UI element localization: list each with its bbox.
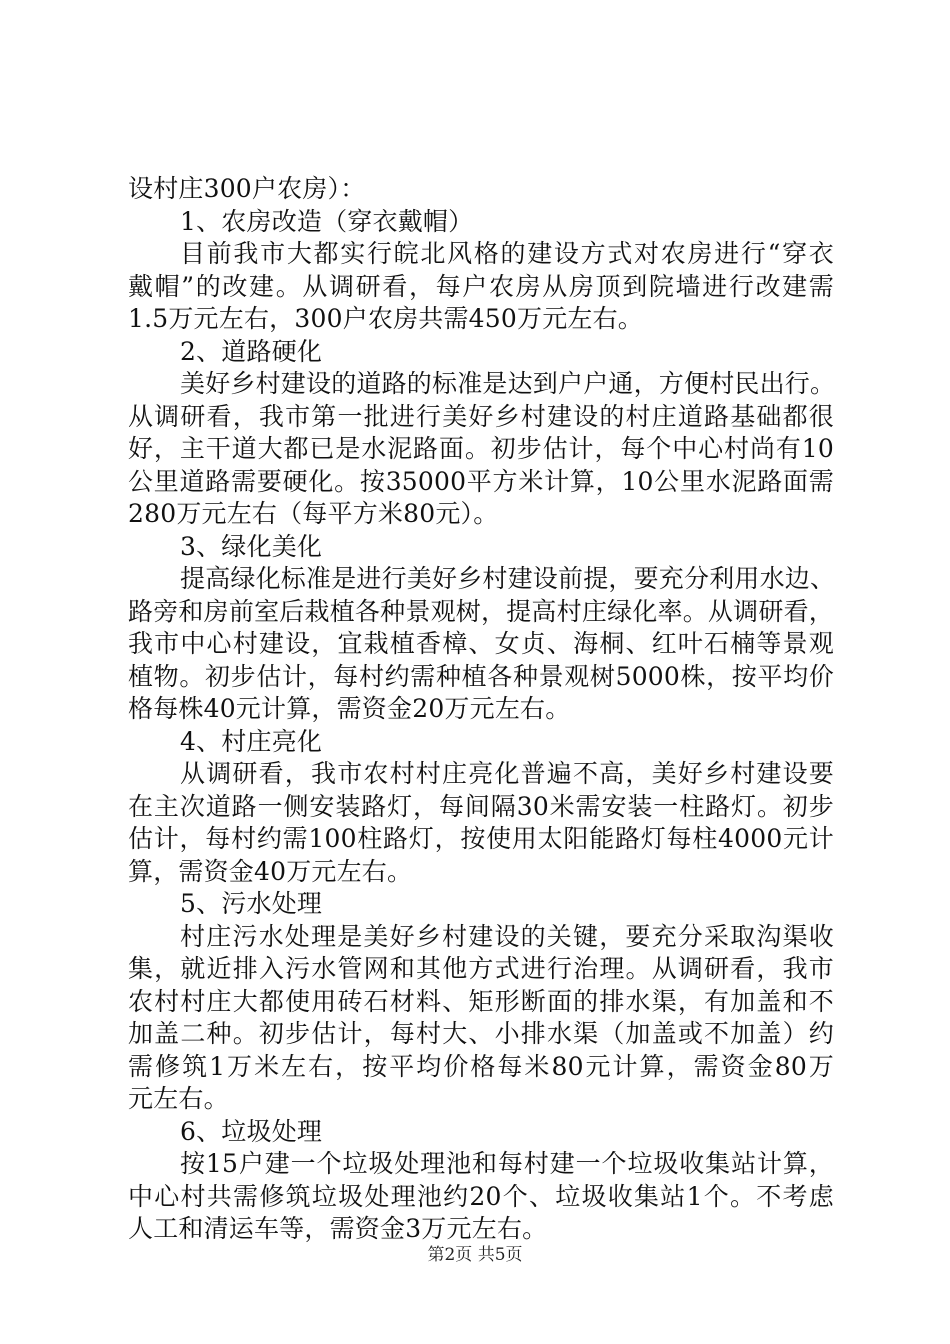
text-line: 我市中心村建设，宜栽植香樟、女贞、海桐、红叶石楠等景观: [128, 629, 834, 658]
text-line: 集，就近排入污水管网和其他方式进行治理。从调研看，我市: [128, 954, 834, 983]
page-footer: 第2页 共5页: [427, 1245, 523, 1265]
text-line: 算，需资金40万元左右。: [128, 856, 413, 886]
text-line: 估计，每村约需100柱路灯，按使用太阳能路灯每柱4000元计: [128, 824, 834, 853]
document-body: [128, 173, 834, 1246]
text-line: 格每株40元计算，需资金20万元左右。: [128, 694, 571, 723]
text-line: 从调研看，我市农村村庄亮化普遍不高，美好乡村建设要: [180, 759, 834, 788]
text-line: 好，主干道大都已是水泥路面。初步估计，每个中心村尚有10: [128, 434, 834, 463]
text-line: 1、农房改造（穿衣戴帽）: [180, 206, 474, 236]
text-line: 元左右。: [128, 1084, 229, 1113]
text-line: 6、垃圾处理: [180, 1116, 323, 1146]
text-line: 4、村庄亮化: [180, 726, 323, 756]
text-line: 中心村共需修筑垃圾处理池约20个、垃圾收集站1个。不考虑: [128, 1181, 834, 1211]
text-line: 280万元左右（每平方米80元）。: [128, 499, 499, 528]
text-line: 3、绿化美化: [180, 531, 323, 561]
text-line: 村庄污水处理是美好乡村建设的关键，要充分采取沟渠收: [180, 921, 834, 951]
text-line: 公里道路需要硬化。按35000平方米计算，10公里水泥路面需: [128, 466, 834, 496]
text-line: 2、道路硬化: [180, 336, 323, 366]
text-line: 路旁和房前室后栽植各种景观树，提高村庄绿化率。从调研看，: [128, 596, 834, 626]
text-line: 按15户建一个垃圾处理池和每村建一个垃圾收集站计算，: [180, 1149, 834, 1178]
text-line: 戴帽”的改建。从调研看，每户农房从房顶到院墙进行改建需: [128, 271, 834, 301]
text-line: 美好乡村建设的道路的标准是达到户户通，方便村民出行。: [180, 369, 836, 398]
text-line: 设村庄300户农房）：: [128, 174, 366, 203]
text-line: 提高绿化标准是进行美好乡村建设前提，要充分利用水边、: [180, 564, 836, 593]
text-line: 农村村庄大都使用砖石材料、矩形断面的排水渠，有加盖和不: [128, 986, 834, 1016]
text-line: 需修筑1万米左右，按平均价格每米80元计算，需资金80万: [128, 1051, 834, 1081]
text-line: 目前我市大都实行皖北风格的建设方式对农房进行“穿衣: [180, 239, 834, 268]
text-line: 1.5万元左右，300户农房共需450万元左右。: [128, 304, 643, 333]
text-line: 人工和清运车等，需资金3万元左右。: [128, 1214, 548, 1243]
text-line: 5、污水处理: [180, 889, 323, 918]
text-line: 加盖二种。初步估计，每村大、小排水渠（加盖或不加盖）约: [128, 1019, 834, 1048]
text-line: 在主次道路一侧安装路灯，每间隔30米需安装一柱路灯。初步: [128, 791, 834, 821]
text-line: 植物。初步估计，每村约需种植各种景观树5000株，按平均价: [128, 661, 834, 691]
text-line: 从调研看，我市第一批进行美好乡村建设的村庄道路基础都很: [128, 401, 834, 431]
